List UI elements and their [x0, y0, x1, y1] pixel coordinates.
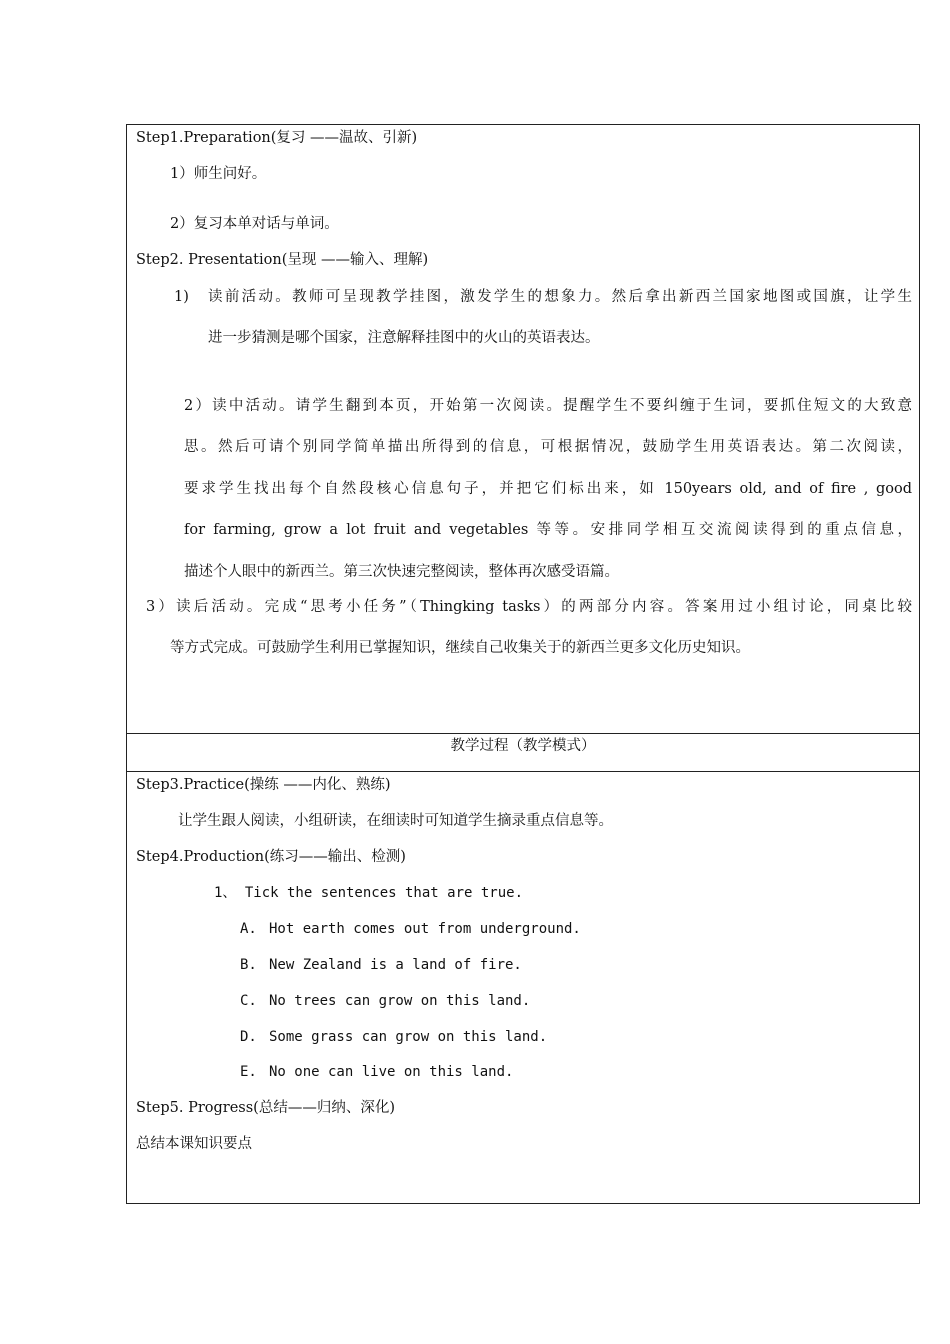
option-letter: B. — [240, 957, 257, 973]
step2-item-1-line-2: 进一步猜测是哪个国家，注意解释挂图中的火山的英语表达。 — [208, 330, 600, 346]
step2-item-3-line-1: 3）读后活动。完成“思考小任务”（Thingking tasks）的两部分内容。答案用过小组讨论，同桌比较 — [146, 599, 912, 615]
step2-item-1-line-1: 读前活动。教师可呈现教学挂图，激发学生的想象力。然后拿出新西兰国家地图或国旗，让学生 — [208, 289, 912, 305]
step1-heading: Step1.Preparation(复习 ——温故、引新) — [136, 130, 418, 146]
step5-heading: Step5. Progress(总结——归纳、深化) — [136, 1100, 395, 1116]
step3-heading: Step3.Practice(操练 ——内化、熟练) — [136, 777, 391, 793]
option-letter: D. — [240, 1029, 257, 1045]
option-letter: A. — [240, 921, 257, 937]
option-text: No one can live on this land. — [269, 1064, 514, 1080]
step2-item-2-line-1: 2）读中活动。请学生翻到本页，开始第一次阅读。提醒学生不要纠缠于生词，要抓住短文的大致意 — [184, 398, 912, 414]
step4-heading: Step4.Production(练习——输出、检测) — [136, 849, 406, 865]
step2-item-2-line-4: for farming, grow a lot fruit and vegetables 等等。安排同学相互交流阅读得到的重点信息， — [184, 522, 912, 538]
step3-text: 让学生跟人阅读，小组研读，在细读时可知道学生摘录重点信息等。 — [178, 813, 613, 829]
step1-item-1: 1）师生问好。 — [170, 166, 267, 182]
teaching-process-title: 教学过程（教学模式） — [450, 738, 596, 754]
step1-item-2: 2）复习本单对话与单词。 — [170, 216, 339, 232]
exercise-title: 1、 Tick the sentences that are true. — [214, 885, 524, 901]
step2-item-2-line-3: 要求学生找出每个自然段核心信息句子，并把它们标出来，如 150years old, and of fire , good — [184, 481, 912, 497]
step2-item-2-line-2: 思。然后可请个别同学简单描出所得到的信息，可根据情况，鼓励学生用英语表达。第二次阅读， — [184, 439, 912, 455]
step2-item-1-number: 1) — [174, 289, 189, 305]
option-text: New Zealand is a land of fire. — [269, 957, 522, 973]
step2-heading: Step2. Presentation(呈现 ——输入、理解) — [136, 252, 429, 268]
step2-item-2-line-5: 描述个人眼中的新西兰。第三次快速完整阅读，整体再次感受语篇。 — [184, 564, 619, 580]
step2-item-3-line-2: 等方式完成。可鼓励学生利用已掌握知识，继续自己收集关于的新西兰更多文化历史知识。 — [170, 640, 750, 656]
option-letter: E. — [240, 1064, 257, 1080]
option-text: No trees can grow on this land. — [269, 993, 531, 1009]
option-text: Some grass can grow on this land. — [269, 1029, 548, 1045]
option-letter: C. — [240, 993, 257, 1009]
option-text: Hot earth comes out from underground. — [269, 921, 581, 937]
step5-text: 总结本课知识要点 — [136, 1136, 252, 1152]
